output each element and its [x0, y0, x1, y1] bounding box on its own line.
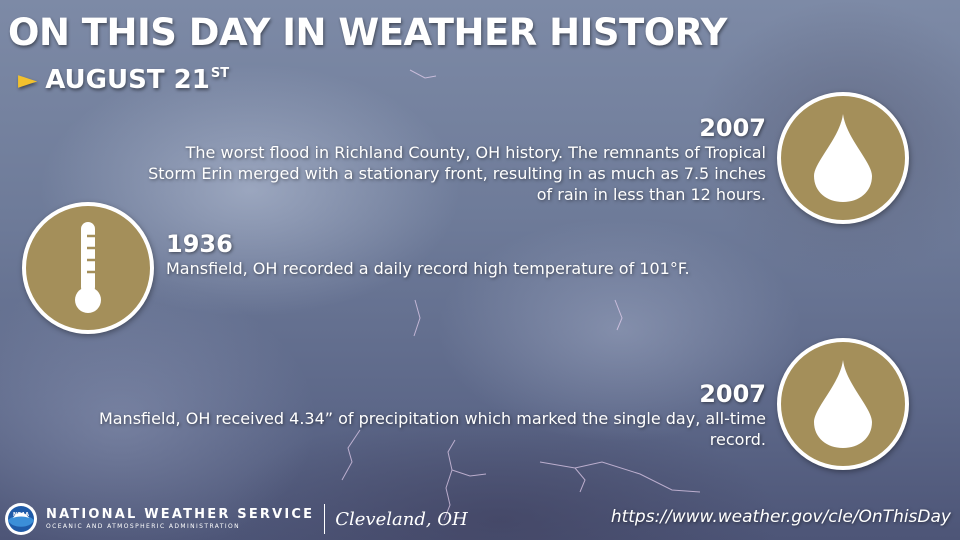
agency-name — [46, 507, 314, 531]
raindrop-icon — [812, 358, 874, 450]
event-2007-precipitation — [66, 380, 766, 450]
event-year: 2007 — [699, 380, 766, 408]
event-description: The worst flood in Richland County, OH history. The remnants of Tropical Storm Erin merged with a stationary front, resulting in as much as 7.5 inches of rain in less than 12 hours. — [148, 143, 766, 204]
thermometer-icon — [68, 218, 108, 318]
play-arrow-icon: ► — [18, 65, 38, 94]
event-description: Mansfield, OH recorded a daily record high temperature of 101°F. — [166, 259, 690, 278]
noaa-seal-label: NOAA — [12, 512, 30, 518]
footer-divider — [324, 504, 325, 534]
event-2007-flood — [146, 114, 766, 205]
thermometer-icon-badge — [22, 202, 154, 334]
event-description: Mansfield, OH received 4.34” of precipitation which marked the single day, all-time record. — [98, 409, 766, 449]
raindrop-icon-badge — [777, 338, 909, 470]
date-label: AUGUST 21 — [45, 65, 210, 95]
date-ordinal-suffix: ST — [210, 66, 230, 81]
agency-subtitle: OCEANIC AND ATMOSPHERIC ADMINISTRATION — [46, 523, 241, 530]
raindrop-icon-badge — [777, 92, 909, 224]
nws-logo — [4, 502, 468, 536]
website-url[interactable]: https://www.weather.gov/cle/OnThisDay — [610, 507, 951, 527]
noaa-seal-icon — [4, 502, 38, 536]
event-year: 2007 — [699, 114, 766, 142]
raindrop-icon — [812, 112, 874, 204]
date-heading — [18, 62, 229, 98]
office-name: Cleveland, OH — [335, 508, 468, 530]
agency-title: NATIONAL WEATHER SERVICE — [46, 507, 315, 522]
page-title: ON THIS DAY IN WEATHER HISTORY — [8, 11, 727, 54]
event-year: 1936 — [166, 230, 233, 258]
event-1936-temperature — [166, 230, 766, 279]
